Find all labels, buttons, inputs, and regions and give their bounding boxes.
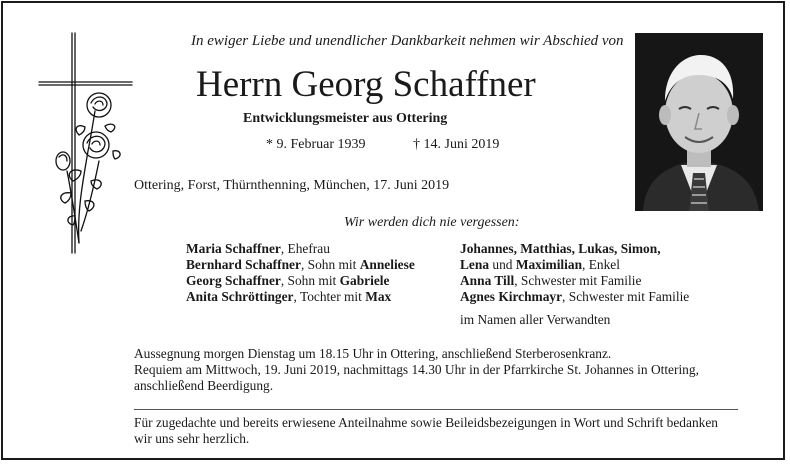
divider xyxy=(134,409,738,410)
service-info-line: anschließend Beerdigung. xyxy=(134,378,274,393)
mourner-entry: Anita Schröttinger, Tochter mit Max xyxy=(186,289,392,304)
mourner-entry: Maria Schaffner, Ehefrau xyxy=(186,241,330,256)
deceased-name: Herrn Georg Schaffner xyxy=(196,64,536,105)
occupation: Entwicklungsmeister aus Ottering xyxy=(243,111,448,126)
service-info-line: Requiem am Mittwoch, 19. Juni 2019, nachmittags 14.30 Uhr in der Pfarrkirche St. Johannes in Ottering, xyxy=(134,362,699,377)
birth-date: * 9. Februar 1939 xyxy=(266,137,366,152)
thanks-note xyxy=(134,415,718,447)
mourner-entry: Bernhard Schaffner, Sohn mit Anneliese xyxy=(186,257,415,272)
motto: Wir werden dich nie vergessen: xyxy=(344,215,520,230)
mourners-left-column xyxy=(186,241,415,305)
mourners-right-column xyxy=(460,241,689,305)
thanks-line: Für zugedachte und bereits erwiesene Anteilnahme sowie Beileidsbezeigungen in Wort und Schrift bedanken xyxy=(134,415,718,430)
service-info xyxy=(134,346,699,394)
mourner-entry: Agnes Kirchmayr, Schwester mit Familie xyxy=(460,289,690,304)
mourner-entry: Anna Till, Schwester mit Familie xyxy=(460,273,642,288)
service-info-line: Aussegnung morgen Dienstag um 18.15 Uhr in Ottering, anschließend Sterberosenkranz. xyxy=(134,346,612,361)
mourner-entry: Johannes, Matthias, Lukas, Simon, xyxy=(460,241,661,256)
cross-with-roses-icon xyxy=(33,31,138,256)
mourner-entry: Lena und Maximilian, Enkel xyxy=(460,257,620,272)
closing-line: im Namen aller Verwandten xyxy=(460,312,611,327)
obituary-notice xyxy=(1,1,785,460)
intro-line: In ewiger Liebe und unendlicher Dankbarkeit nehmen wir Abschied von xyxy=(191,33,624,49)
place-and-date: Ottering, Forst, Thürnthenning, München, 17. Juni 2019 xyxy=(134,178,450,193)
thanks-line: wir uns sehr herzlich. xyxy=(134,431,250,446)
mourner-entry: Georg Schaffner, Sohn mit Gabriele xyxy=(186,273,390,288)
portrait-photo xyxy=(635,33,763,211)
death-date: † 14. Juni 2019 xyxy=(413,137,500,152)
